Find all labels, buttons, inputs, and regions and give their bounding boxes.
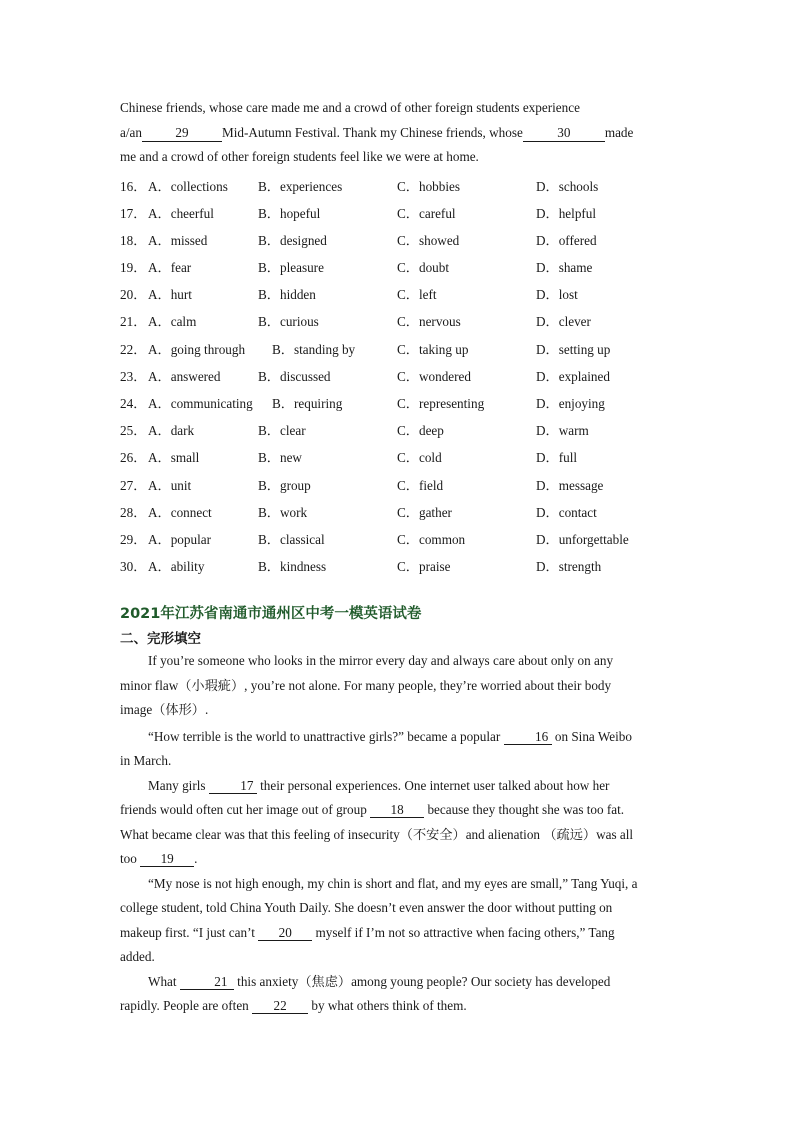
option-a: A．popular <box>148 531 211 547</box>
story-line <box>120 774 680 799</box>
option-b: B．hopeful <box>258 205 321 221</box>
blank-18: 18 <box>370 802 424 818</box>
story-text: this anxiety（焦虑）among young people? Our society has developed <box>233 973 611 989</box>
option-c: C．field <box>397 477 444 493</box>
option-d: D．setting up <box>536 341 611 357</box>
question-number: 23． <box>120 368 147 384</box>
question-number: 20． <box>120 287 147 303</box>
story-text: by what others think of them. <box>308 998 467 1014</box>
option-c: C．gather <box>397 504 452 520</box>
story-text: What <box>148 973 180 989</box>
question-number: 29． <box>120 531 147 547</box>
question-number: 21． <box>120 314 147 330</box>
option-d: D．unforgettable <box>536 531 629 547</box>
story-text: rapidly. People are often <box>120 998 253 1014</box>
option-row <box>120 363 680 390</box>
option-c: C．praise <box>397 559 451 575</box>
option-b: B．requiring <box>272 396 343 411</box>
option-b: B．discussed <box>258 368 331 384</box>
option-b: B．designed <box>258 232 327 248</box>
option-b: B．group <box>258 477 311 493</box>
option-d: D．offered <box>536 232 597 248</box>
option-row <box>120 472 680 499</box>
option-c: C．doubt <box>397 260 450 276</box>
option-a: A．going through <box>148 341 246 357</box>
option-d: D．shame <box>536 260 593 276</box>
question-number: 18． <box>120 232 147 248</box>
question-number: 19． <box>120 260 147 276</box>
story-line: in March. <box>120 753 172 769</box>
option-row <box>120 254 680 281</box>
option-row <box>120 173 680 200</box>
option-b: B．pleasure <box>258 260 324 276</box>
option-c: C．hobbies <box>397 178 461 194</box>
option-c: C．wondered <box>397 368 471 384</box>
story-line: minor flaw（小瑕疵）, you’re not alone. For many people, they’re worried about their body <box>120 677 612 693</box>
option-b: B．hidden <box>258 287 316 303</box>
option-d: D．lost <box>536 287 578 303</box>
blank-17: 17 <box>209 778 257 794</box>
question-number: 17． <box>120 205 147 221</box>
story-line: added. <box>120 949 155 965</box>
question-number: 26． <box>120 450 147 466</box>
blank-20: 20 <box>258 925 312 941</box>
option-c: C．deep <box>397 423 444 439</box>
story-text: too <box>120 851 141 867</box>
option-b: B．kindness <box>258 559 327 575</box>
blank-22: 22 <box>252 998 308 1014</box>
option-c: C．showed <box>397 232 460 248</box>
option-d: D．warm <box>536 423 589 439</box>
option-a: A．calm <box>148 314 197 330</box>
story-line: What became clear was that this feeling of insecurity（不安全）and alienation （疏远）was all <box>120 826 634 842</box>
option-row <box>120 227 680 254</box>
option-b: B．work <box>258 504 308 520</box>
blank-21: 21 <box>180 974 234 990</box>
story-line <box>120 798 680 823</box>
story-line <box>120 921 680 946</box>
option-row <box>120 444 680 471</box>
story-line: If you’re someone who looks in the mirror every day and always care about only on any <box>148 653 614 669</box>
option-d: D．explained <box>536 368 610 384</box>
option-row <box>120 200 680 227</box>
question-number: 30． <box>120 559 147 575</box>
story-line <box>120 725 680 750</box>
option-a: A．unit <box>148 477 192 493</box>
option-d: D．enjoying <box>536 396 605 411</box>
story-text: because they thought she was too fat. <box>424 802 625 818</box>
story-text: “How terrible is the world to unattractive girls?” became a popular <box>148 728 504 744</box>
option-d: D．clever <box>536 314 591 330</box>
option-d: D．message <box>536 477 604 493</box>
story-text: . <box>194 851 198 867</box>
answer-options <box>120 173 680 581</box>
option-d: D．schools <box>536 178 599 194</box>
option-d: D．helpful <box>536 205 597 221</box>
option-c: C．left <box>397 287 437 303</box>
exam-title: 2021年江苏省南通市通州区中考一模英语试卷 <box>120 606 422 623</box>
story-line <box>120 970 680 995</box>
option-a: A．fear <box>148 260 192 276</box>
option-b: B．new <box>258 450 302 466</box>
option-a: A．dark <box>148 423 195 439</box>
option-a: A．small <box>148 450 200 466</box>
intro-text: a/an <box>120 124 142 140</box>
document-page <box>120 96 680 1019</box>
story-line <box>120 994 680 1019</box>
question-number: 27． <box>120 477 147 493</box>
option-a: A．collections <box>148 178 228 194</box>
option-a: A．cheerful <box>148 205 214 221</box>
blank-19: 19 <box>140 851 194 867</box>
story-line <box>120 847 680 872</box>
option-a: A．missed <box>148 232 208 248</box>
blank-16: 16 <box>504 729 552 745</box>
option-row <box>120 336 680 363</box>
blank-30: 30 <box>523 125 605 142</box>
story-text: friends would often cut her image out of group <box>120 802 371 818</box>
option-row <box>120 526 680 553</box>
option-d: D．full <box>536 450 578 466</box>
option-a: A．communicating <box>148 396 253 411</box>
section-title: 二、完形填空 <box>120 631 201 648</box>
story-text: myself if I’m not so attractive when facing others,” Tang <box>312 924 615 940</box>
option-a: A．answered <box>148 368 221 384</box>
question-number: 22． <box>120 341 147 357</box>
intro-passage <box>120 96 680 170</box>
story-text: their personal experiences. One internet user talked about how her <box>256 777 610 793</box>
option-c: C．representing <box>397 396 485 411</box>
question-number: 25． <box>120 423 147 439</box>
intro-text: Mid-Autumn Festival. Thank my Chinese friends, whose <box>221 124 523 140</box>
option-row <box>120 553 680 580</box>
option-row <box>120 308 680 335</box>
option-b: B．experiences <box>258 178 343 194</box>
story-text: Many girls <box>148 777 209 793</box>
option-row <box>120 499 680 526</box>
question-number: 28． <box>120 504 147 520</box>
intro-line-1: Chinese friends, whose care made me and a crowd of other foreign students experience <box>120 100 580 115</box>
option-a: A．hurt <box>148 287 192 303</box>
option-b: B．clear <box>258 423 306 439</box>
option-a: A．ability <box>148 559 205 575</box>
story-line: image（体形）. <box>120 702 209 718</box>
intro-text: made <box>604 124 634 140</box>
story-text: makeup first. “I just can’t <box>120 924 259 940</box>
option-c: C．cold <box>397 450 442 466</box>
option-a: A．connect <box>148 504 212 520</box>
story-line: “My nose is not high enough, my chin is short and flat, and my eyes are small,” Tang Yuqi, a <box>148 875 638 891</box>
option-d: D．strength <box>536 559 602 575</box>
story-line: college student, told China Youth Daily. She doesn’t even answer the door without putting on <box>120 900 613 916</box>
question-number: 16． <box>120 178 147 194</box>
intro-line-2 <box>120 121 680 146</box>
option-c: C．taking up <box>397 341 469 357</box>
question-number: 24． <box>120 396 147 411</box>
cloze-passage <box>120 649 680 1019</box>
option-d: D．contact <box>536 504 597 520</box>
option-c: C．nervous <box>397 314 461 330</box>
option-row <box>120 417 680 444</box>
story-text: on Sina Weibo <box>551 728 632 744</box>
option-c: C．common <box>397 531 466 547</box>
intro-line-3: me and a crowd of other foreign students feel like we were at home. <box>120 149 479 164</box>
option-row <box>120 281 680 308</box>
blank-29: 29 <box>142 125 222 142</box>
option-row <box>120 390 680 417</box>
option-c: C．careful <box>397 205 456 221</box>
option-b: B．classical <box>258 531 325 547</box>
option-b: B．curious <box>258 314 319 330</box>
option-b: B．standing by <box>272 341 356 357</box>
